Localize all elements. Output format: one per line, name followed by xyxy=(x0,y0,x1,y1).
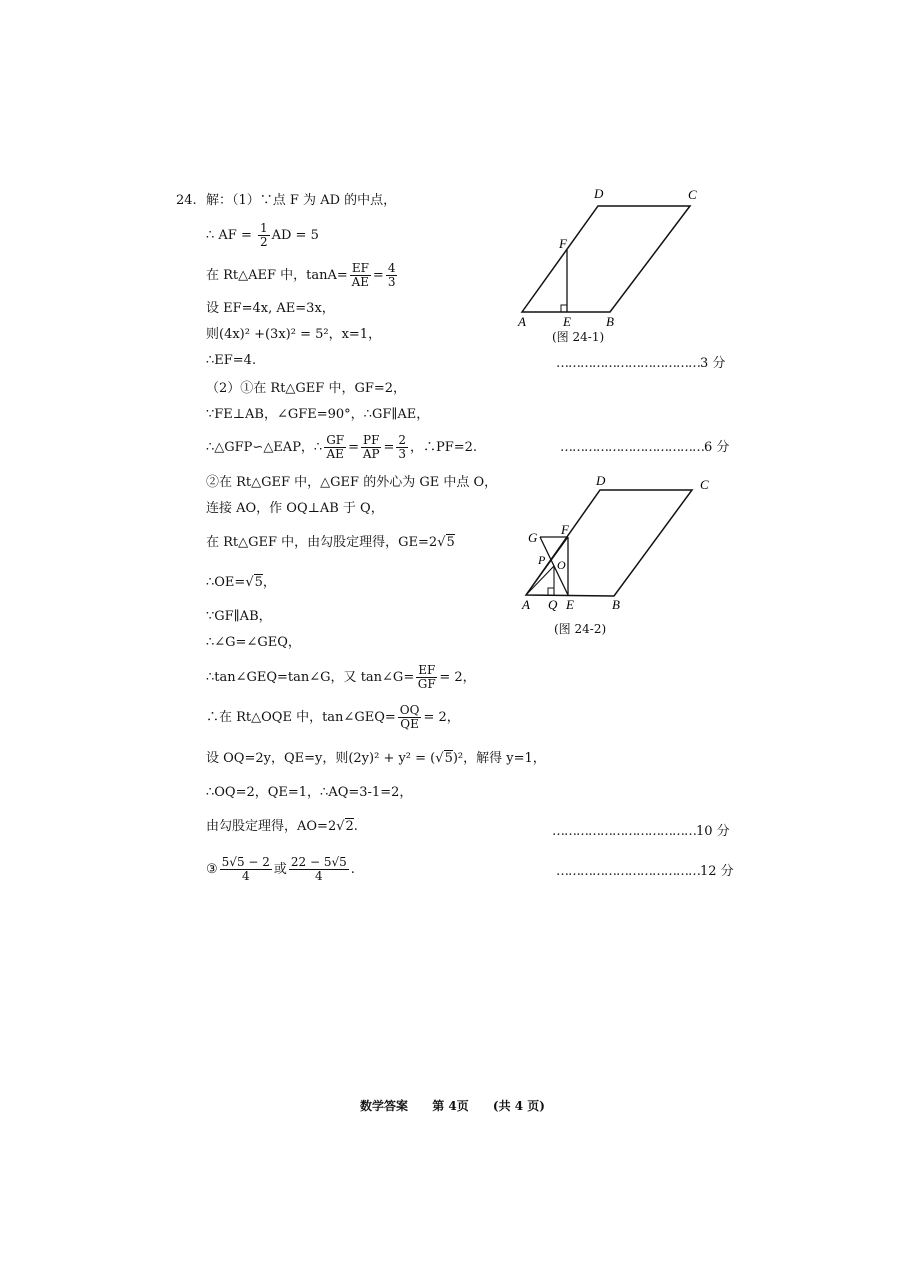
fraction: $\frac{4}{3}$ xyxy=(387,261,396,289)
solution-line-19: ∴OQ=2，QE=1，∴AQ=3-1=2， xyxy=(206,785,413,800)
figure-caption: (图 24-2) xyxy=(554,622,607,636)
label-f: F xyxy=(561,522,569,537)
fraction: $\frac{OQ}{QE}$ xyxy=(399,703,420,731)
parallelogram xyxy=(522,206,690,312)
solution-line-5: 则(4x)² +(3x)² = 5²，x=1， xyxy=(206,327,382,342)
footer-total: (共 4 页) xyxy=(492,1099,545,1113)
right-angle-mark xyxy=(561,305,567,312)
fraction: $\frac{1}{2}$ xyxy=(259,221,268,249)
solution-line-10: ②在 Rt△GEF 中，△GEF 的外心为 GE 中点 O， xyxy=(206,475,498,490)
solution-line-7: （2）①在 Rt△GEF 中，GF=2， xyxy=(206,381,407,396)
solution-line-13: ∴OE=√5， xyxy=(206,575,276,590)
label-a: A xyxy=(522,597,530,612)
score-marker: ………………………………10 分 xyxy=(552,824,730,839)
label-d: D xyxy=(596,473,606,488)
solution-line-8: ∵FE⊥AB，∠GFE=90°，∴GF∥AE， xyxy=(206,407,430,422)
figure-24-2 xyxy=(510,470,720,620)
solution-line-12: 在 Rt△GEF 中，由勾股定理得，GE=2√5 xyxy=(206,535,455,550)
solution-line-16: ∴tan∠GEQ=tan∠G，又 tan∠G= $\frac{EF}{GF}$ = 2， xyxy=(206,663,476,691)
figure-24-1 xyxy=(510,180,710,340)
fraction: $\frac{5√5 - 2}{4}$ xyxy=(221,855,270,883)
label-a: A xyxy=(518,314,526,329)
solution-line-2: ∴ AF = $\frac{1}{2}$ AD = 5 xyxy=(206,221,319,249)
label-e: E xyxy=(566,597,574,612)
parallelogram xyxy=(526,490,692,596)
label-q: Q xyxy=(548,597,558,612)
solution-line-17: ∴在 Rt△OQE 中，tan∠GEQ= $\frac{OQ}{QE}$ = 2， xyxy=(206,703,460,731)
fraction: $\frac{EF}{GF}$ xyxy=(417,663,436,691)
fraction: $\frac{22 - 5√5}{4}$ xyxy=(290,855,347,883)
label-c: C xyxy=(700,477,709,492)
score-marker: ………………………………6 分 xyxy=(560,440,730,455)
solution-line-11: 连接 AO，作 OQ⊥AB 于 Q， xyxy=(206,501,384,516)
fraction: $\frac{EF}{AE}$ xyxy=(351,261,370,289)
label-d: D xyxy=(594,186,604,201)
solution-line-3: 在 Rt△AEF 中，tanA= $\frac{EF}{AE}$ = $\frac{4}{3}$ xyxy=(206,261,396,289)
label-g: G xyxy=(528,530,538,545)
solution-line-6: ∴EF=4. xyxy=(206,353,257,368)
label-b: B xyxy=(606,314,614,329)
problem-number: 24. xyxy=(176,193,197,208)
fraction: $\frac{PF}{AP}$ xyxy=(362,433,380,461)
solution-line-21: ③ $\frac{5√5 - 2}{4}$ 或 $\frac{22 - 5√5}{4}$ . xyxy=(206,855,355,883)
fraction: $\frac{2}{3}$ xyxy=(398,433,406,461)
label-f: F xyxy=(559,236,567,251)
label-o: O xyxy=(557,558,566,572)
solution-line-18: 设 OQ=2y，QE=y，则(2y)² + y² = (√5)²，解得 y=1， xyxy=(206,751,546,766)
solution-line-1: 解：（1）∵点 F 为 AD 的中点， xyxy=(206,193,397,208)
footer-page: 第 4页 xyxy=(432,1099,469,1113)
label-e: E xyxy=(563,314,571,329)
score-marker: ………………………………3 分 xyxy=(556,356,726,371)
solution-line-14: ∵GF∥AB， xyxy=(206,609,272,624)
solution-line-4: 设 EF=4x, AE=3x， xyxy=(206,301,335,316)
figure-caption: (图 24-1) xyxy=(552,330,605,344)
fraction: $\frac{GF}{AE}$ xyxy=(326,433,345,461)
solution-line-20: 由勾股定理得，AO=2√2. xyxy=(206,819,358,834)
label-c: C xyxy=(688,187,697,202)
solution-line-9: ∴△GFP∽△EAP，∴ $\frac{GF}{AE}$ = $\frac{PF}{AP}$ = $\frac{2}{3}$ ，∴PF=2. xyxy=(206,433,478,461)
page-footer xyxy=(0,1097,905,1114)
label-b: B xyxy=(612,597,620,612)
footer-subject: 数学答案 xyxy=(360,1099,409,1113)
label-p: P xyxy=(538,553,546,567)
solution-line-15: ∴∠G=∠GEQ， xyxy=(206,635,301,650)
right-angle-mark xyxy=(548,588,554,595)
score-marker: ………………………………12 分 xyxy=(556,864,734,879)
segment-ao xyxy=(526,566,554,595)
